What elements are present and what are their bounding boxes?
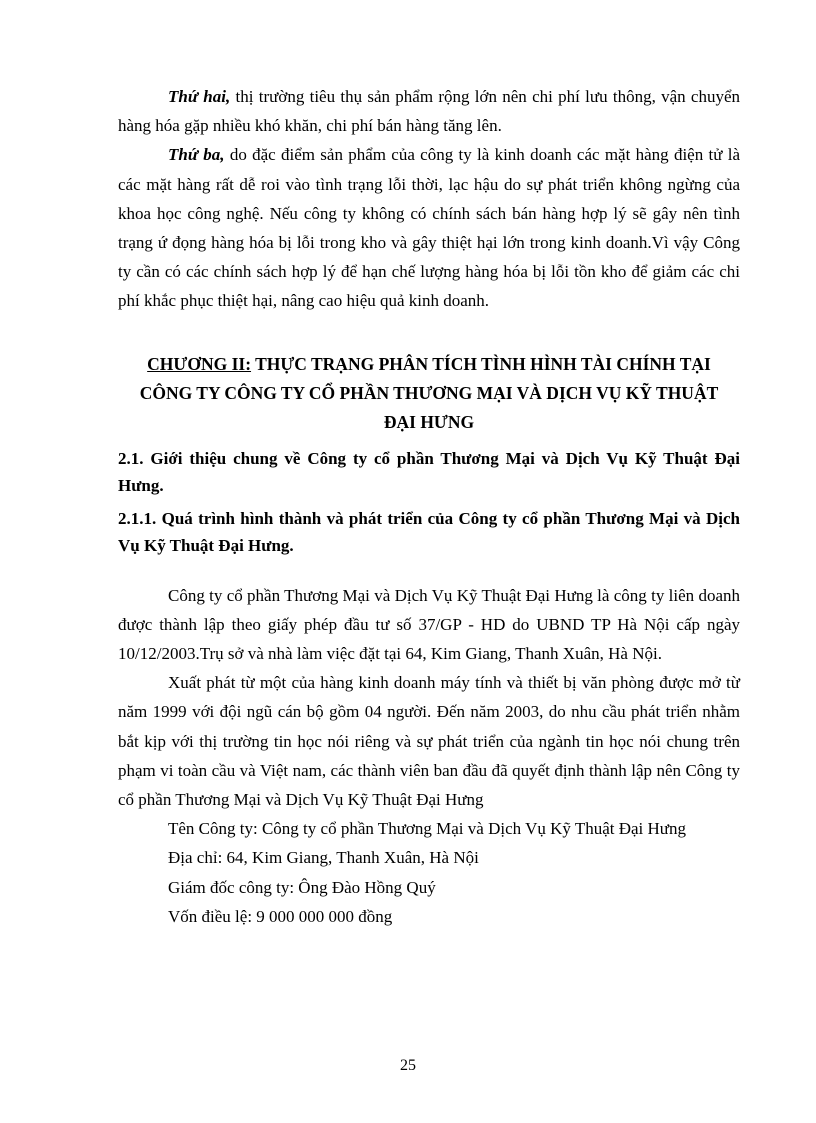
paragraph-thu-ba bbox=[118, 140, 740, 315]
company-name-line: Tên Công ty: Công ty cổ phần Thương Mại và Dịch Vụ Kỹ Thuật Đại Hưng bbox=[168, 819, 687, 839]
body-paragraph: Xuất phát từ một của hàng kinh doanh máy tính và thiết bị văn phòng được mở từ năm 1999 với đội ngũ cán bộ gồm 04 người. Đến năm 2003, do nhu cầu phát triển nhằm bắt kịp với thị trường tin học nói riêng và sự phát triển của ngành tin học nói chung trên phạm vi toàn cầu và Việt nam, các thành viên ban đầu đã quyết định thành lập nên Công ty cổ phần Thương Mại và Dịch Vụ Kỹ Thuật Đại Hưng bbox=[118, 673, 740, 810]
body-block bbox=[118, 581, 740, 931]
subsection-heading: 2.1.1. Quá trình hình thành và phát triển của Công ty cổ phần Thương Mại và Dịch Vụ Kỹ Thuật Đại Hưng. bbox=[118, 508, 740, 555]
company-capital-line: Vốn điều lệ: 9 000 000 000 đồng bbox=[168, 906, 393, 926]
body-paragraph: Công ty cổ phần Thương Mại và Dịch Vụ Kỹ Thuật Đại Hưng là công ty liên doanh được thành lập theo giấy phép đầu tư số 37/GP - HD do UBND TP Hà Nội cấp ngày 10/12/2003.Trụ sở và nhà làm việc đặt tại 64, Kim Giang, Thanh Xuân, Hà Nội. bbox=[118, 585, 740, 664]
document-page bbox=[118, 82, 740, 931]
chapter-title-text: THỰC TRẠNG PHÂN TÍCH TÌNH HÌNH TÀI CHÍNH TẠI CÔNG TY CÔNG TY CỔ PHẦN THƯƠNG MẠI VÀ DỊCH VỤ KỸ THUẬT ĐẠI HƯNG bbox=[139, 353, 719, 432]
paragraph-thu-hai bbox=[118, 82, 740, 140]
page-number: 25 bbox=[400, 1057, 416, 1074]
chapter-label: CHƯƠNG II: bbox=[147, 353, 252, 374]
paragraph-lead: Thứ hai, bbox=[168, 87, 231, 106]
company-address-line: Địa chỉ: 64, Kim Giang, Thanh Xuân, Hà Nội bbox=[168, 848, 479, 868]
chapter-title bbox=[118, 350, 740, 437]
section-heading: 2.1. Giới thiệu chung về Công ty cổ phần Thương Mại và Dịch Vụ Kỹ Thuật Đại Hưng. bbox=[118, 448, 740, 495]
paragraph-text: do đặc điểm sản phẩm của công ty là kinh doanh các mặt hàng điện tử là các mặt hàng rất dễ roi vào tình trạng lỗi thời, lạc hậu do sự phát triển không ngừng của khoa học công nghệ. Nếu công ty không có chính sách bán hàng hợp lý sẽ gây nên tình trạng ứ đọng hàng hóa bị lỗi trong kho và gây thiệt hại lớn trong kinh doanh.Vì vậy Công ty cần có các chính sách hợp lý để hạn chế lượng hàng hóa bị lỗi tồn kho để giảm các chi phí khắc phục thiệt hại, nâng cao hiệu quả kinh doanh. bbox=[118, 145, 740, 311]
company-director-line: Giám đốc công ty: Ông Đào Hồng Quý bbox=[168, 877, 436, 897]
paragraph-text: thị trường tiêu thụ sản phẩm rộng lớn nên chi phí lưu thông, vận chuyển hàng hóa gặp nhiều khó khăn, chi phí bán hàng tăng lên. bbox=[118, 87, 741, 136]
paragraph-lead: Thứ ba, bbox=[168, 145, 225, 165]
